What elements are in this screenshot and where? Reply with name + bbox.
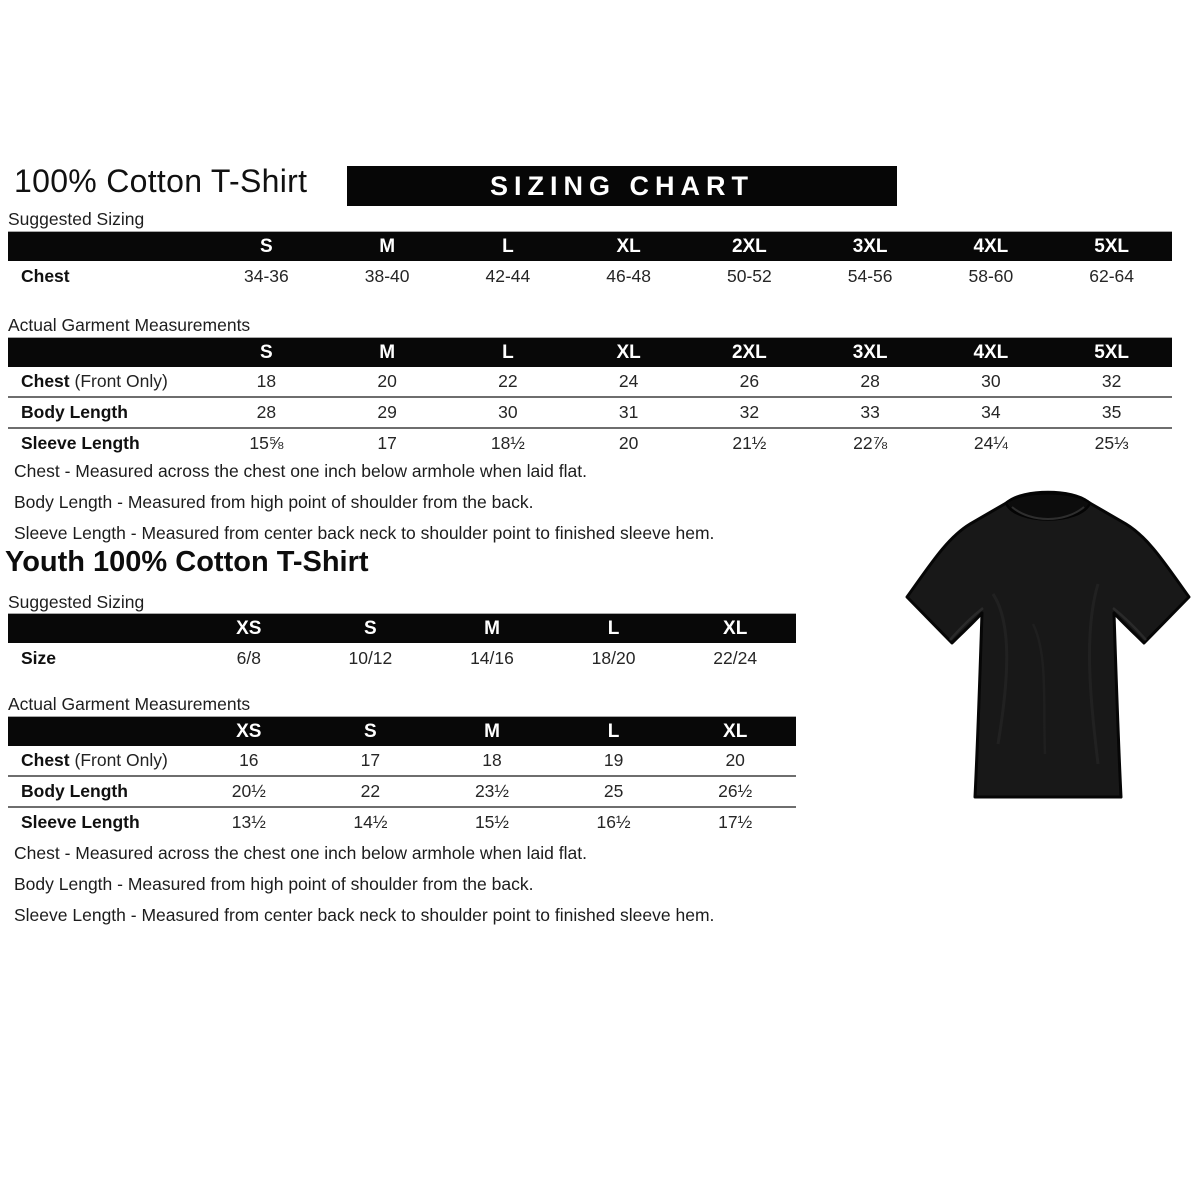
size-header-row [8, 717, 796, 747]
measurement-row [8, 397, 1172, 428]
measurement-cell: 22 [310, 776, 432, 807]
measurement-cell: 30 [448, 397, 569, 428]
row-label: Chest (Front Only) [21, 750, 168, 770]
measurement-cell: 20½ [188, 776, 310, 807]
size-column-header: XL [674, 614, 796, 644]
measurement-cell: 24¼ [931, 428, 1052, 458]
page-title: 100% Cotton T-Shirt [14, 163, 308, 199]
measurement-cell: 16 [239, 750, 259, 770]
header-corner-cell [8, 338, 206, 368]
measurement-cell: 18 [482, 750, 502, 770]
measurement-row [8, 643, 796, 674]
note-body-length: Body Length - Measured from high point of shoulder from the back. [14, 492, 534, 512]
size-header-row [8, 614, 796, 644]
measurement-cell: 34-36 [243, 266, 289, 286]
measurement-cell: 38-40 [364, 266, 410, 286]
size-column-header: 5XL [1051, 232, 1172, 262]
note-chest: Chest - Measured across the chest one inch below armhole when laid flat. [14, 843, 587, 863]
size-column-header: M [431, 717, 553, 747]
adult-actual-measurements-table [8, 337, 1172, 458]
measurement-cell: 18/20 [591, 648, 636, 668]
measurement-row [8, 261, 1172, 292]
measurement-cell: 20 [725, 750, 745, 770]
measurement-cell: 18½ [448, 428, 569, 458]
size-column-header: M [431, 614, 553, 644]
row-label: Size [21, 648, 57, 668]
measurement-cell: 20 [377, 371, 397, 391]
measurement-cell: 19 [603, 750, 624, 770]
size-column-header: S [310, 717, 432, 747]
size-column-header: 2XL [689, 232, 810, 262]
size-header-row [8, 338, 1172, 368]
measurement-cell: 22⅞ [810, 428, 931, 458]
size-column-header: L [553, 614, 675, 644]
measurement-cell: 31 [568, 397, 689, 428]
measurement-cell: 22/24 [713, 648, 758, 668]
measurement-cell: 22 [498, 371, 518, 391]
size-column-header: 5XL [1051, 338, 1172, 368]
size-column-header: M [327, 338, 448, 368]
measurement-cell: 17 [327, 428, 448, 458]
measurement-cell: 17½ [674, 807, 796, 837]
row-label: Body Length [8, 776, 188, 807]
size-column-header: XL [568, 338, 689, 368]
measurement-row [8, 807, 796, 837]
note-sleeve-length: Sleeve Length - Measured from center back neck to shoulder point to finished sleeve hem. [14, 523, 715, 543]
youth-actual-measurements-label: Actual Garment Measurements [8, 694, 251, 714]
size-column-header: S [206, 338, 327, 368]
youth-measurement-notes [14, 838, 714, 931]
measurement-cell: 32 [689, 397, 810, 428]
measurement-cell: 17 [360, 750, 381, 770]
measurement-cell: 30 [981, 371, 1001, 391]
measurement-cell: 46-48 [606, 266, 651, 286]
row-label: Sleeve Length [8, 428, 206, 458]
size-column-header: 3XL [810, 232, 931, 262]
measurement-cell: 16½ [553, 807, 675, 837]
note-body-length: Body Length - Measured from high point of shoulder from the back. [14, 874, 534, 894]
measurement-cell: 26 [739, 371, 760, 391]
size-column-header: XS [188, 614, 310, 644]
adult-measurement-notes [14, 456, 714, 549]
row-label: Chest (Front Only) [21, 371, 168, 391]
measurement-cell: 14/16 [470, 648, 514, 668]
measurement-cell: 13½ [188, 807, 310, 837]
measurement-cell: 10/12 [348, 648, 393, 668]
size-column-header: S [206, 232, 327, 262]
measurement-cell: 26½ [674, 776, 796, 807]
size-column-header: 3XL [810, 338, 931, 368]
measurement-cell: 21½ [689, 428, 810, 458]
size-column-header: XL [674, 717, 796, 747]
sizing-chart-banner [347, 166, 897, 206]
measurement-cell: 15½ [431, 807, 553, 837]
measurement-cell: 20 [568, 428, 689, 458]
note-chest: Chest - Measured across the chest one inch below armhole when laid flat. [14, 461, 587, 481]
measurement-row [8, 428, 1172, 458]
row-label: Sleeve Length [8, 807, 188, 837]
size-column-header: L [448, 232, 569, 262]
adult-actual-measurements-label: Actual Garment Measurements [8, 315, 251, 335]
size-column-header: 4XL [931, 338, 1052, 368]
size-column-header: 2XL [689, 338, 810, 368]
measurement-cell: 54-56 [847, 266, 893, 286]
header-corner-cell [8, 614, 188, 644]
measurement-row [8, 367, 1172, 397]
measurement-cell: 25⅓ [1051, 428, 1172, 458]
measurement-cell: 28 [860, 371, 880, 391]
size-column-header: M [327, 232, 448, 262]
measurement-cell: 33 [810, 397, 931, 428]
measurement-row [8, 776, 796, 807]
measurement-cell: 34 [931, 397, 1052, 428]
header-corner-cell [8, 717, 188, 747]
black-tshirt-image [893, 474, 1200, 814]
adult-suggested-sizing-label: Suggested Sizing [8, 209, 145, 229]
measurement-cell: 42-44 [485, 266, 531, 286]
tshirt-body-shape [907, 492, 1189, 797]
size-column-header: XL [568, 232, 689, 262]
measurement-cell: 50-52 [726, 266, 772, 286]
adult-suggested-sizing-table [8, 231, 1172, 292]
row-label: Chest [21, 266, 70, 286]
youth-actual-measurements-table [8, 716, 796, 837]
measurement-row [8, 746, 796, 776]
sizing-chart-banner-label: SIZING CHART [490, 170, 754, 201]
measurement-cell: 18 [256, 371, 277, 391]
measurement-cell: 62-64 [1089, 266, 1134, 286]
measurement-cell: 58-60 [968, 266, 1014, 286]
youth-suggested-sizing-table [8, 613, 796, 674]
measurement-cell: 32 [1101, 371, 1122, 391]
measurement-cell: 35 [1051, 397, 1172, 428]
size-column-header: L [553, 717, 675, 747]
row-label: Body Length [8, 397, 206, 428]
size-column-header: S [310, 614, 432, 644]
youth-suggested-sizing-label: Suggested Sizing [8, 592, 145, 612]
measurement-cell: 14½ [310, 807, 432, 837]
size-column-header: L [448, 338, 569, 368]
note-sleeve-length: Sleeve Length - Measured from center back neck to shoulder point to finished sleeve hem. [14, 905, 715, 925]
measurement-cell: 23½ [431, 776, 553, 807]
size-column-header: XS [188, 717, 310, 747]
measurement-cell: 24 [618, 371, 639, 391]
size-column-header: 4XL [931, 232, 1052, 262]
header-corner-cell [8, 232, 206, 262]
size-header-row [8, 232, 1172, 262]
measurement-cell: 28 [206, 397, 327, 428]
measurement-cell: 29 [327, 397, 448, 428]
measurement-cell: 15⅝ [206, 428, 327, 458]
measurement-cell: 25 [553, 776, 675, 807]
youth-page-title: Youth 100% Cotton T-Shirt [5, 546, 369, 578]
measurement-cell: 6/8 [236, 648, 261, 668]
